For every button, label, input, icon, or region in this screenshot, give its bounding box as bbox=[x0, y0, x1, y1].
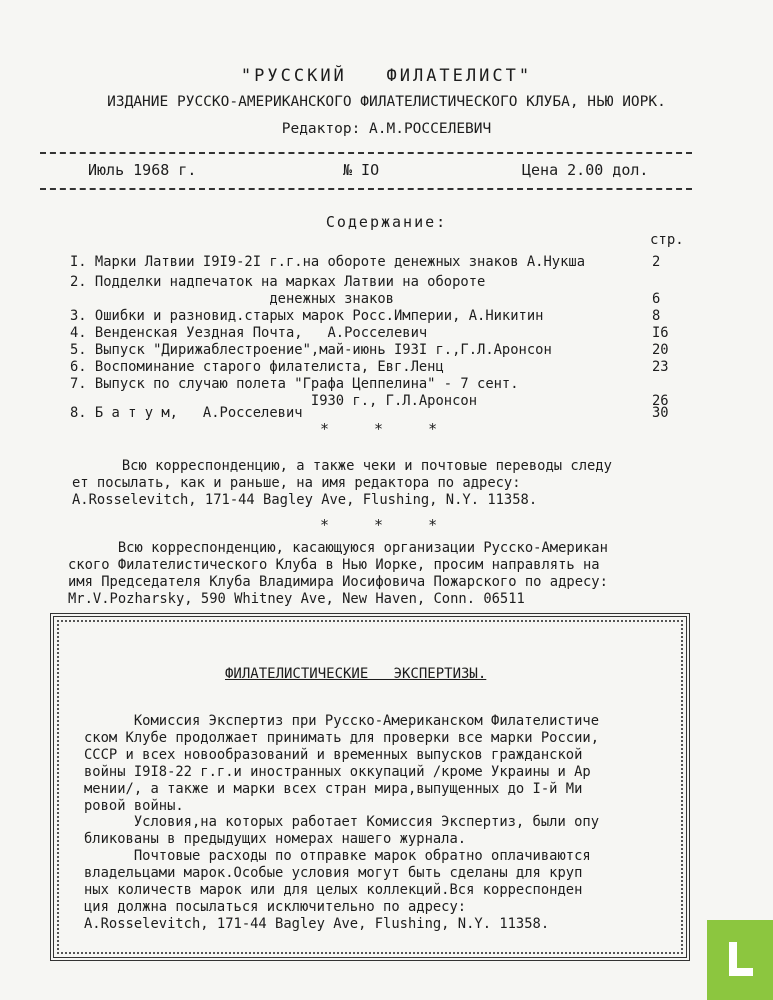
toc-item: денежных знаков bbox=[70, 291, 394, 307]
toc-item-page: 6 bbox=[652, 291, 661, 307]
issue-date: Июль 1968 г. bbox=[88, 161, 197, 179]
text-line: Всю корреспонденцию, касающуюся организации Русско-Американ bbox=[68, 540, 608, 556]
text-line: Комиссия Экспертиз при Русско-Американском Филателистиче bbox=[84, 713, 599, 729]
editor-line: Редактор: А.М.РОССЕЛЕВИЧ bbox=[281, 121, 492, 137]
toc-item: 6. Воспоминание старого филателиста, Евг.Ленц bbox=[70, 359, 444, 375]
bottom-divider bbox=[40, 188, 692, 190]
separator-stars: * * * bbox=[320, 420, 456, 438]
toc-item-page: 2 bbox=[652, 254, 661, 270]
text-line: Всю корреспонденцию, а также чеки и почтовые переводы следу bbox=[72, 458, 612, 474]
toc-item-page: 20 bbox=[652, 342, 669, 358]
text-line: ция должна посылаться исключительно по адресу: bbox=[84, 898, 467, 915]
toc-item: 4. Венденская Уездная Почта, А.Росселевич bbox=[70, 325, 428, 341]
text-line: ровой войны. bbox=[84, 797, 184, 814]
text-line: ском Клубе продолжает принимать для проверки все марки России, bbox=[84, 729, 599, 746]
toc-heading: Содержание: bbox=[325, 213, 448, 231]
top-divider bbox=[40, 152, 692, 154]
text-line: войны I9I8-22 г.г.и иностранных оккупаций /кроме Украины и Ар bbox=[84, 763, 591, 780]
issue-number: № IO bbox=[343, 161, 380, 179]
text-line: имя Председателя Клуба Владимира Иосифовича Пожарского по адресу: bbox=[68, 574, 608, 590]
text-line: ет посылать, как и раньше, на имя редактора по адресу: bbox=[72, 475, 521, 491]
text-line: мении/, а также и марки всех стран мира,выпущенных до I-й Ми bbox=[84, 780, 583, 797]
text-line: СССР и всех новообразований и временных выпусков гражданской bbox=[84, 746, 583, 763]
toc-item-page: 8 bbox=[652, 308, 661, 324]
toc-item: 5. Выпуск "Дирижаблестроение",май-июнь I93I г.,Г.Л.Аронсон bbox=[70, 342, 552, 358]
toc-item: 2. Подделки надпечаток на марках Латвии на обороте bbox=[70, 274, 486, 290]
toc-item: 3. Ошибки и разновид.старых марок Росс.Империи, А.Никитин bbox=[70, 308, 544, 324]
toc-item: I. Марки Латвии I9I9-2I г.г.на обороте денежных знаков А.Нукша bbox=[70, 254, 585, 270]
text-line: A.Rosselevitch, 171-44 Bagley Ave, Flushing, N.Y. 11358. bbox=[84, 915, 550, 932]
toc-item-page: I6 bbox=[652, 325, 669, 341]
corner-logo bbox=[707, 920, 773, 1000]
journal-title: "РУССКИЙ ФИЛАТЕЛИСТ" bbox=[240, 66, 533, 86]
issue-price: Цена 2.00 дол. bbox=[522, 161, 649, 179]
separator-stars: * * * bbox=[320, 516, 456, 534]
text-line: Mr.V.Pozharsky, 590 Whitney Ave, New Haven, Conn. 06511 bbox=[68, 591, 525, 607]
toc-item: 7. Выпуск по случаю полета "Графа Цеппелина" - 7 сент. bbox=[70, 376, 519, 392]
toc-item-page: 30 bbox=[652, 405, 669, 421]
text-line: ского Филателистического Клуба в Нью Иорке, просим направлять на bbox=[68, 557, 600, 573]
expertise-title: ФИЛАТЕЛИСТИЧЕСКИЕ ЭКСПЕРТИЗЫ. bbox=[225, 666, 487, 682]
toc-item-page: 26 bbox=[652, 393, 669, 409]
toc-item: I930 г., Г.Л.Аронсон bbox=[70, 393, 478, 409]
text-line: Почтовые расходы по отправке марок обратно оплачиваются bbox=[84, 848, 591, 865]
publisher-line: ИЗДАНИЕ РУССКО-АМЕРИКАНСКОГО ФИЛАТЕЛИСТИЧЕСКОГО КЛУБА, НЬЮ ИОРК. bbox=[107, 94, 666, 110]
text-line: бликованы в предыдущих номерах нашего журнала. bbox=[84, 831, 467, 848]
text-line: ных количеств марок или для целых коллекций.Вся корреспонден bbox=[84, 882, 583, 898]
logo-mark bbox=[729, 968, 753, 976]
toc-item-page: 23 bbox=[652, 359, 669, 375]
text-line: Условия,на которых работает Комиссия Экспертиз, были опу bbox=[84, 814, 599, 831]
toc-page-label: стр. bbox=[650, 232, 684, 248]
text-line: A.Rosselevitch, 171-44 Bagley Ave, Flushing, N.Y. 11358. bbox=[72, 492, 538, 508]
toc-item: 8. Б а т у м, А.Росселевич bbox=[70, 405, 303, 421]
text-line: владельцами марок.Особые условия могут быть сделаны для круп bbox=[84, 865, 583, 882]
